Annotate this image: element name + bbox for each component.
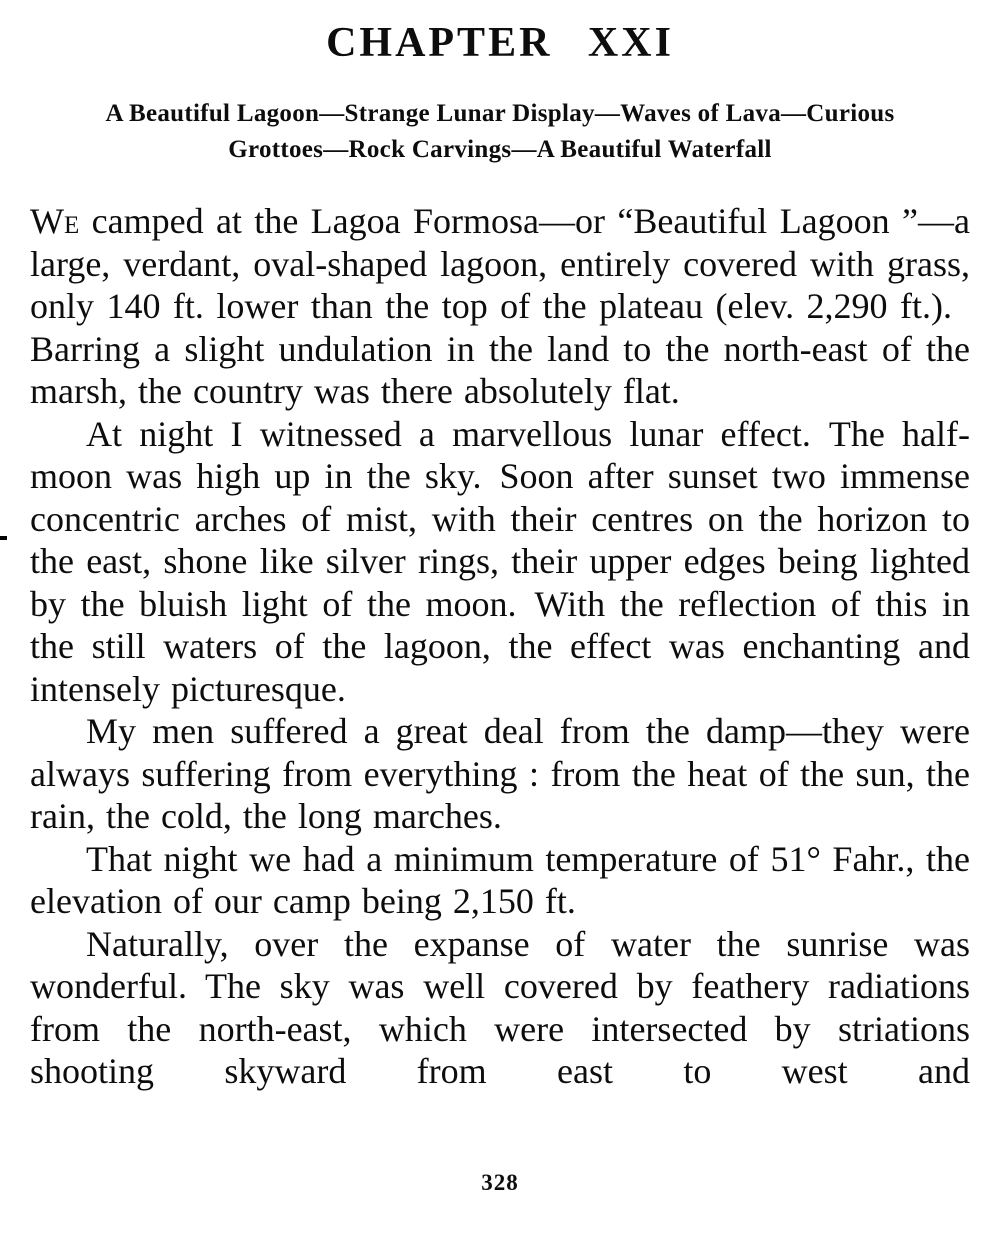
subtitle-line: Grottoes—Rock Carvings—A Beautiful Waterfall [228, 136, 772, 164]
book-page [0, 20, 1000, 1234]
paragraph: Naturally, over the expanse of water the sunrise was wonderful. The sky was well covered by feathery radiations from the north-east, which were intersected by striations shooting skyward from east to west and [30, 923, 970, 1092]
body-text [30, 200, 970, 1093]
paragraph-lead-small-caps: We [30, 201, 80, 242]
page-number: 328 [481, 1170, 519, 1195]
paragraph: My men suffered a great deal from the damp—they were always suffering from everything : from the heat of the sun, the rain, the cold, the long marches. [30, 711, 970, 837]
scan-artifact [0, 536, 7, 540]
chapter-subtitle [0, 96, 1000, 168]
paragraph: At night I witnessed a marvellous lunar effect. The half-moon was high up in the sky. Soon after sunset two immense concentric arches of mist, with their centres on the horizon to the east, shone like silver rings, their upper edges being lighted by the bluish light of the moon. With the reflection of this in the still waters of the lagoon, the effect was enchanting and intensely picturesque. [30, 413, 970, 709]
chapter-heading: CHAPTER XXI [326, 20, 674, 66]
subtitle-line: A Beautiful Lagoon—Strange Lunar Display—Waves of Lava—Curious [105, 100, 895, 128]
paragraph: We camped at the Lagoa Formosa—or “Beautiful Lagoon ”—a large, verdant, oval-shaped lagoon, entirely covered with grass, only 140 ft. lower than the top of the plateau (elev. 2,290 ft.). Barring a slight undulation in the land to the north-east of the marsh, the country was there absolutely flat. [30, 201, 970, 412]
paragraph: That night we had a minimum temperature of 51° Fahr., the elevation of our camp being 2,150 ft. [30, 838, 970, 922]
